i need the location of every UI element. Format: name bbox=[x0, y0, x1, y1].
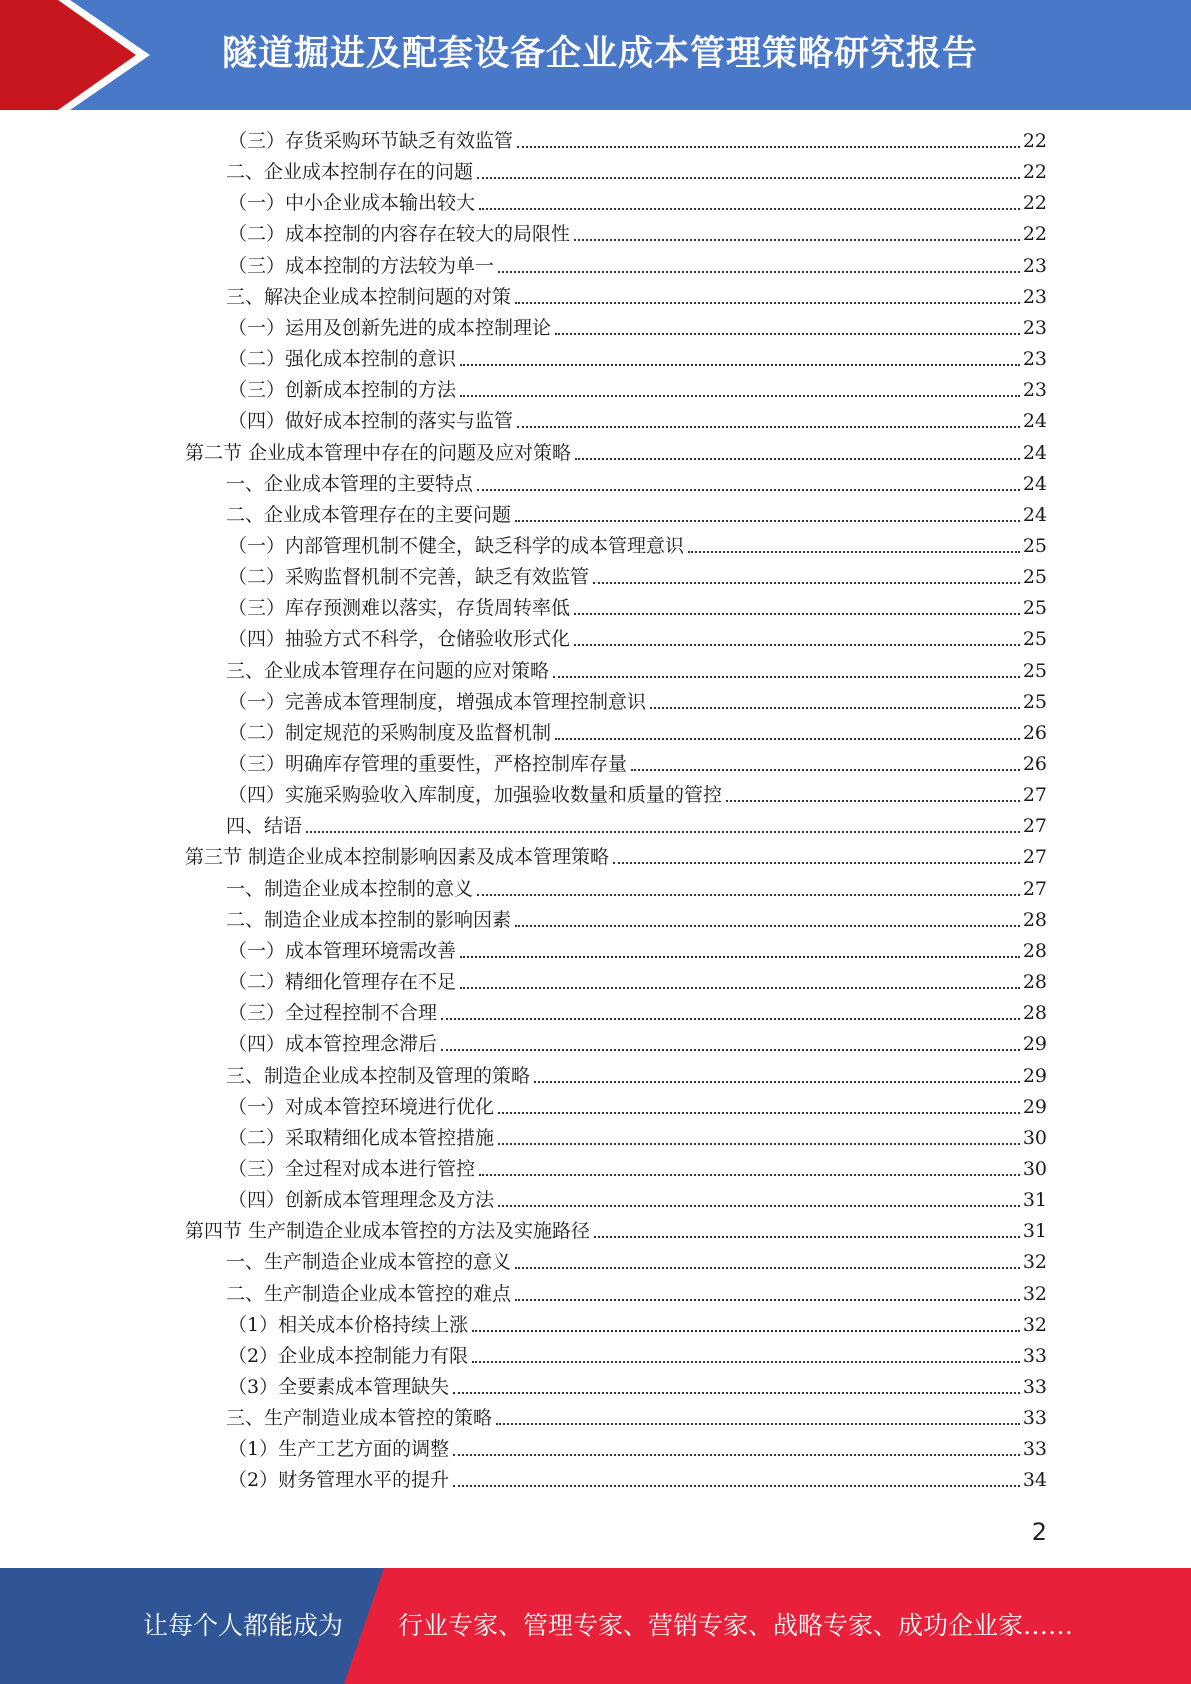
toc-entry-label: （四）做好成本控制的落实与监管 bbox=[228, 410, 514, 433]
red-arrow-icon bbox=[0, 0, 160, 110]
toc-dot-leader bbox=[453, 1485, 1020, 1487]
toc-entry[interactable] bbox=[228, 188, 1047, 219]
toc-dot-leader bbox=[688, 551, 1020, 553]
toc-entry[interactable] bbox=[228, 1341, 1047, 1372]
report-title: 隧道掘进及配套设备企业成本管理策略研究报告 bbox=[222, 34, 979, 74]
toc-entry-page: 22 bbox=[1022, 130, 1047, 152]
toc-entry[interactable] bbox=[226, 905, 1047, 936]
toc-entry-page: 30 bbox=[1022, 1126, 1047, 1149]
toc-dot-leader bbox=[574, 239, 1020, 241]
toc-dot-leader bbox=[498, 271, 1020, 273]
toc-dot-leader bbox=[472, 1330, 1020, 1332]
toc-entry-page: 24 bbox=[1022, 410, 1047, 433]
toc-entry[interactable] bbox=[226, 282, 1047, 313]
toc-entry-label: 四、结语 bbox=[226, 815, 303, 838]
toc-entry-label: 三、解决企业成本控制问题的对策 bbox=[226, 285, 512, 308]
toc-entry-label: 三、企业成本管理存在问题的应对策略 bbox=[226, 659, 550, 682]
toc-entry-page: 23 bbox=[1022, 254, 1047, 277]
toc-entry-label: （三）创新成本控制的方法 bbox=[228, 379, 457, 402]
toc-entry-label: （一）成本管理环境需改善 bbox=[228, 939, 457, 962]
toc-entry-label: 三、制造企业成本控制及管理的策略 bbox=[226, 1064, 531, 1087]
toc-dot-leader bbox=[726, 800, 1020, 802]
toc-dot-leader bbox=[441, 1018, 1020, 1020]
toc-entry[interactable] bbox=[228, 687, 1047, 718]
toc-entry-label: （二）采购监督机制不完善，缺乏有效监管 bbox=[228, 566, 590, 589]
toc-entry-page: 23 bbox=[1022, 285, 1047, 308]
toc-dot-leader bbox=[631, 769, 1020, 771]
toc-entry-page: 28 bbox=[1022, 939, 1047, 962]
toc-dot-leader bbox=[460, 364, 1020, 366]
toc-dot-leader bbox=[441, 1049, 1020, 1051]
toc-dot-leader bbox=[574, 613, 1020, 615]
toc-entry-label: （三）存货采购环节缺乏有效监管 bbox=[228, 130, 514, 152]
toc-entry-page: 27 bbox=[1022, 815, 1047, 838]
toc-entry[interactable] bbox=[228, 531, 1047, 562]
toc-entry-page: 29 bbox=[1022, 1033, 1047, 1056]
toc-dot-leader bbox=[453, 1454, 1020, 1456]
toc-entry-page: 32 bbox=[1022, 1251, 1047, 1274]
toc-entry-label: （一）完善成本管理制度，增强成本管理控制意识 bbox=[228, 690, 647, 713]
toc-entry-label: 一、企业成本管理的主要特点 bbox=[226, 472, 474, 495]
toc-entry-page: 22 bbox=[1022, 161, 1047, 184]
toc-dot-leader bbox=[472, 1361, 1020, 1363]
toc-entry-label: （二）精细化管理存在不足 bbox=[228, 971, 457, 994]
toc-entry-page: 23 bbox=[1022, 316, 1047, 339]
toc-entry-page: 29 bbox=[1022, 1095, 1047, 1118]
toc-entry-label: （二）制定规范的采购制度及监督机制 bbox=[228, 721, 552, 744]
toc-entry-page: 25 bbox=[1022, 659, 1047, 682]
toc-entry-page: 33 bbox=[1022, 1438, 1047, 1461]
toc-entry-label: 二、生产制造企业成本管控的难点 bbox=[226, 1282, 512, 1305]
toc-entry-page: 31 bbox=[1022, 1220, 1047, 1243]
toc-entry[interactable] bbox=[228, 998, 1047, 1029]
toc-dot-leader bbox=[515, 1299, 1020, 1301]
toc-entry[interactable] bbox=[228, 1310, 1047, 1341]
toc-dot-leader bbox=[477, 489, 1020, 491]
toc-entry-page: 24 bbox=[1022, 441, 1047, 464]
toc-dot-leader bbox=[496, 1423, 1020, 1425]
toc-entry-page: 25 bbox=[1022, 628, 1047, 651]
toc-entry-label: （一）运用及创新先进的成本控制理论 bbox=[228, 316, 552, 339]
toc-entry-page: 29 bbox=[1022, 1064, 1047, 1087]
toc-entry[interactable] bbox=[226, 157, 1047, 188]
toc-entry-page: 25 bbox=[1022, 534, 1047, 557]
toc-dot-leader bbox=[460, 395, 1020, 397]
toc-entry-page: 27 bbox=[1022, 784, 1047, 807]
toc-entry[interactable] bbox=[228, 624, 1047, 655]
toc-entry-page: 27 bbox=[1022, 846, 1047, 869]
toc-entry-label: （三）明确库存管理的重要性，严格控制库存量 bbox=[228, 753, 628, 775]
toc-entry-page: 25 bbox=[1022, 566, 1047, 589]
toc-entry[interactable] bbox=[228, 1434, 1047, 1465]
toc-dot-leader bbox=[498, 1205, 1020, 1207]
toc-entry[interactable] bbox=[228, 1123, 1047, 1154]
toc-dot-leader bbox=[498, 1143, 1020, 1145]
toc-entry-label: （一）中小企业成本输出较大 bbox=[228, 192, 476, 215]
toc-dot-leader bbox=[613, 862, 1020, 864]
toc-entry-label: （1）生产工艺方面的调整 bbox=[228, 1438, 450, 1461]
toc-entry[interactable] bbox=[226, 1279, 1047, 1310]
toc-entry-page: 24 bbox=[1022, 472, 1047, 495]
toc-entry-page: 33 bbox=[1022, 1407, 1047, 1430]
toc-entry[interactable] bbox=[228, 1372, 1047, 1403]
toc-entry-label: （2）企业成本控制能力有限 bbox=[228, 1344, 469, 1367]
toc-dot-leader bbox=[594, 1236, 1020, 1238]
toc-entry-label: 第三节 制造企业成本控制影响因素及成本管理策略 bbox=[185, 846, 610, 869]
toc-entry-label: （3）全要素成本管理缺失 bbox=[228, 1376, 450, 1398]
toc-entry-page: 33 bbox=[1022, 1344, 1047, 1367]
toc-entry[interactable] bbox=[226, 1247, 1047, 1278]
toc-dot-leader bbox=[515, 520, 1020, 522]
toc-entry[interactable] bbox=[226, 874, 1047, 905]
toc-dot-leader bbox=[517, 146, 1020, 148]
toc-dot-leader bbox=[593, 582, 1020, 584]
page-header bbox=[0, 0, 1191, 110]
toc-dot-leader bbox=[555, 738, 1020, 740]
toc-dot-leader bbox=[517, 426, 1020, 428]
toc-dot-leader bbox=[460, 987, 1020, 989]
toc-dot-leader bbox=[650, 707, 1020, 709]
toc-entry-label: （一）对成本管控环境进行优化 bbox=[228, 1095, 495, 1118]
toc-entry[interactable] bbox=[228, 251, 1047, 282]
toc-entry[interactable] bbox=[228, 1154, 1047, 1185]
toc-entry[interactable] bbox=[228, 1465, 1047, 1496]
toc-entry-page: 23 bbox=[1022, 379, 1047, 402]
toc-entry-page: 28 bbox=[1022, 1002, 1047, 1025]
toc-entry-page: 22 bbox=[1022, 223, 1047, 246]
footer-slogan-right: 行业专家、管理专家、营销专家、战略专家、成功企业家…… bbox=[398, 1611, 1074, 1640]
toc-entry[interactable] bbox=[226, 1061, 1047, 1092]
toc-dot-leader bbox=[534, 1081, 1020, 1083]
toc-entry[interactable] bbox=[228, 718, 1047, 749]
toc-dot-leader bbox=[515, 302, 1020, 304]
toc-dot-leader bbox=[575, 458, 1020, 460]
toc-entry-page: 28 bbox=[1022, 908, 1047, 931]
toc-entry[interactable] bbox=[228, 313, 1047, 344]
toc-entry-page: 28 bbox=[1022, 971, 1047, 994]
toc-entry-label: （三）成本控制的方法较为单一 bbox=[228, 254, 495, 277]
toc-entry-label: （1）相关成本价格持续上涨 bbox=[228, 1313, 469, 1336]
toc-entry[interactable] bbox=[228, 780, 1047, 811]
toc-entry-label: 第二节 企业成本管理中存在的问题及应对策略 bbox=[185, 441, 572, 464]
toc-entry-page: 22 bbox=[1022, 192, 1047, 215]
toc-dot-leader bbox=[515, 925, 1020, 927]
toc-entry-label: （一）内部管理机制不健全，缺乏科学的成本管理意识 bbox=[228, 534, 685, 557]
toc-dot-leader bbox=[306, 831, 1020, 833]
toc-entry-label: （四）实施采购验收入库制度，加强验收数量和质量的管控 bbox=[228, 784, 723, 807]
toc-entry-page: 34 bbox=[1022, 1469, 1047, 1492]
toc-entry[interactable] bbox=[226, 811, 1047, 842]
toc-dot-leader bbox=[553, 676, 1020, 678]
toc-entry-label: 一、制造企业成本控制的意义 bbox=[226, 877, 474, 900]
toc-entry-label: （二）成本控制的内容存在较大的局限性 bbox=[228, 223, 571, 246]
toc-entry-page: 31 bbox=[1022, 1189, 1047, 1212]
toc-dot-leader bbox=[555, 333, 1020, 335]
toc-entry-label: （二）强化成本控制的意识 bbox=[228, 348, 457, 371]
toc-entry[interactable] bbox=[226, 1403, 1047, 1434]
toc-entry-page: 32 bbox=[1022, 1282, 1047, 1305]
footer-slogan-left: 让每个人都能成为 bbox=[143, 1611, 344, 1640]
toc-entry[interactable] bbox=[228, 375, 1047, 406]
toc-entry[interactable] bbox=[228, 219, 1047, 250]
toc-dot-leader bbox=[479, 1174, 1020, 1176]
toc-entry-label: 二、制造企业成本控制的影响因素 bbox=[226, 908, 512, 931]
toc-dot-leader bbox=[477, 177, 1020, 179]
toc-entry-label: （三）全过程控制不合理 bbox=[228, 1002, 438, 1025]
toc-entry[interactable] bbox=[228, 593, 1047, 624]
toc-entry-page: 26 bbox=[1022, 753, 1047, 775]
toc-entry[interactable] bbox=[228, 1092, 1047, 1123]
toc-entry-label: （四）创新成本管理理念及方法 bbox=[228, 1189, 495, 1212]
toc-dot-leader bbox=[453, 1392, 1020, 1394]
toc-entry-page: 26 bbox=[1022, 721, 1047, 744]
toc-entry-page: 33 bbox=[1022, 1376, 1047, 1398]
toc-dot-leader bbox=[477, 894, 1020, 896]
toc-entry-page: 32 bbox=[1022, 1313, 1047, 1336]
toc-entry[interactable] bbox=[226, 500, 1047, 531]
toc-entry-label: （四）成本管控理念滞后 bbox=[228, 1033, 438, 1056]
toc-dot-leader bbox=[574, 644, 1020, 646]
toc-entry[interactable] bbox=[185, 438, 1047, 469]
toc-entry[interactable] bbox=[228, 749, 1047, 780]
toc-entry-label: 二、企业成本控制存在的问题 bbox=[226, 161, 474, 184]
toc-entry-label: （三）库存预测难以落实，存货周转率低 bbox=[228, 597, 571, 620]
toc-entry-page: 23 bbox=[1022, 348, 1047, 371]
toc-entry[interactable] bbox=[226, 656, 1047, 687]
toc-entry[interactable] bbox=[228, 1029, 1047, 1060]
toc-entry-label: 三、生产制造业成本管控的策略 bbox=[226, 1407, 493, 1430]
toc-entry[interactable] bbox=[228, 126, 1047, 157]
toc-entry[interactable] bbox=[228, 562, 1047, 593]
toc-dot-leader bbox=[460, 956, 1020, 958]
page-number: 2 bbox=[1031, 1518, 1047, 1546]
toc-entry-page: 30 bbox=[1022, 1157, 1047, 1180]
toc-entry-label: （二）采取精细化成本管控措施 bbox=[228, 1126, 495, 1149]
toc-entry-label: 第四节 生产制造企业成本管控的方法及实施路径 bbox=[185, 1220, 591, 1243]
toc-dot-leader bbox=[479, 208, 1020, 210]
toc-entry[interactable] bbox=[228, 344, 1047, 375]
toc-entry[interactable] bbox=[228, 967, 1047, 998]
toc-entry-label: 二、企业成本管理存在的主要问题 bbox=[226, 503, 512, 526]
toc-entry[interactable] bbox=[185, 842, 1047, 873]
toc-entry-label: 一、生产制造企业成本管控的意义 bbox=[226, 1251, 512, 1274]
toc-dot-leader bbox=[515, 1267, 1020, 1269]
toc-entry-label: （2）财务管理水平的提升 bbox=[228, 1469, 450, 1492]
toc-entry-page: 24 bbox=[1022, 503, 1047, 526]
toc-entry-page: 27 bbox=[1022, 877, 1047, 900]
page-footer bbox=[0, 1568, 1191, 1684]
toc-entry[interactable] bbox=[226, 469, 1047, 500]
toc-entry[interactable] bbox=[228, 406, 1047, 437]
toc-entry-page: 25 bbox=[1022, 597, 1047, 620]
toc-dot-leader bbox=[498, 1112, 1020, 1114]
toc-entry-label: （四）抽验方式不科学，仓储验收形式化 bbox=[228, 628, 571, 651]
toc-entry[interactable] bbox=[228, 936, 1047, 967]
toc-entry[interactable] bbox=[228, 1185, 1047, 1216]
toc-entry[interactable] bbox=[185, 1216, 1047, 1247]
toc-entry-page: 25 bbox=[1022, 690, 1047, 713]
toc-entry-label: （三）全过程对成本进行管控 bbox=[228, 1157, 476, 1180]
